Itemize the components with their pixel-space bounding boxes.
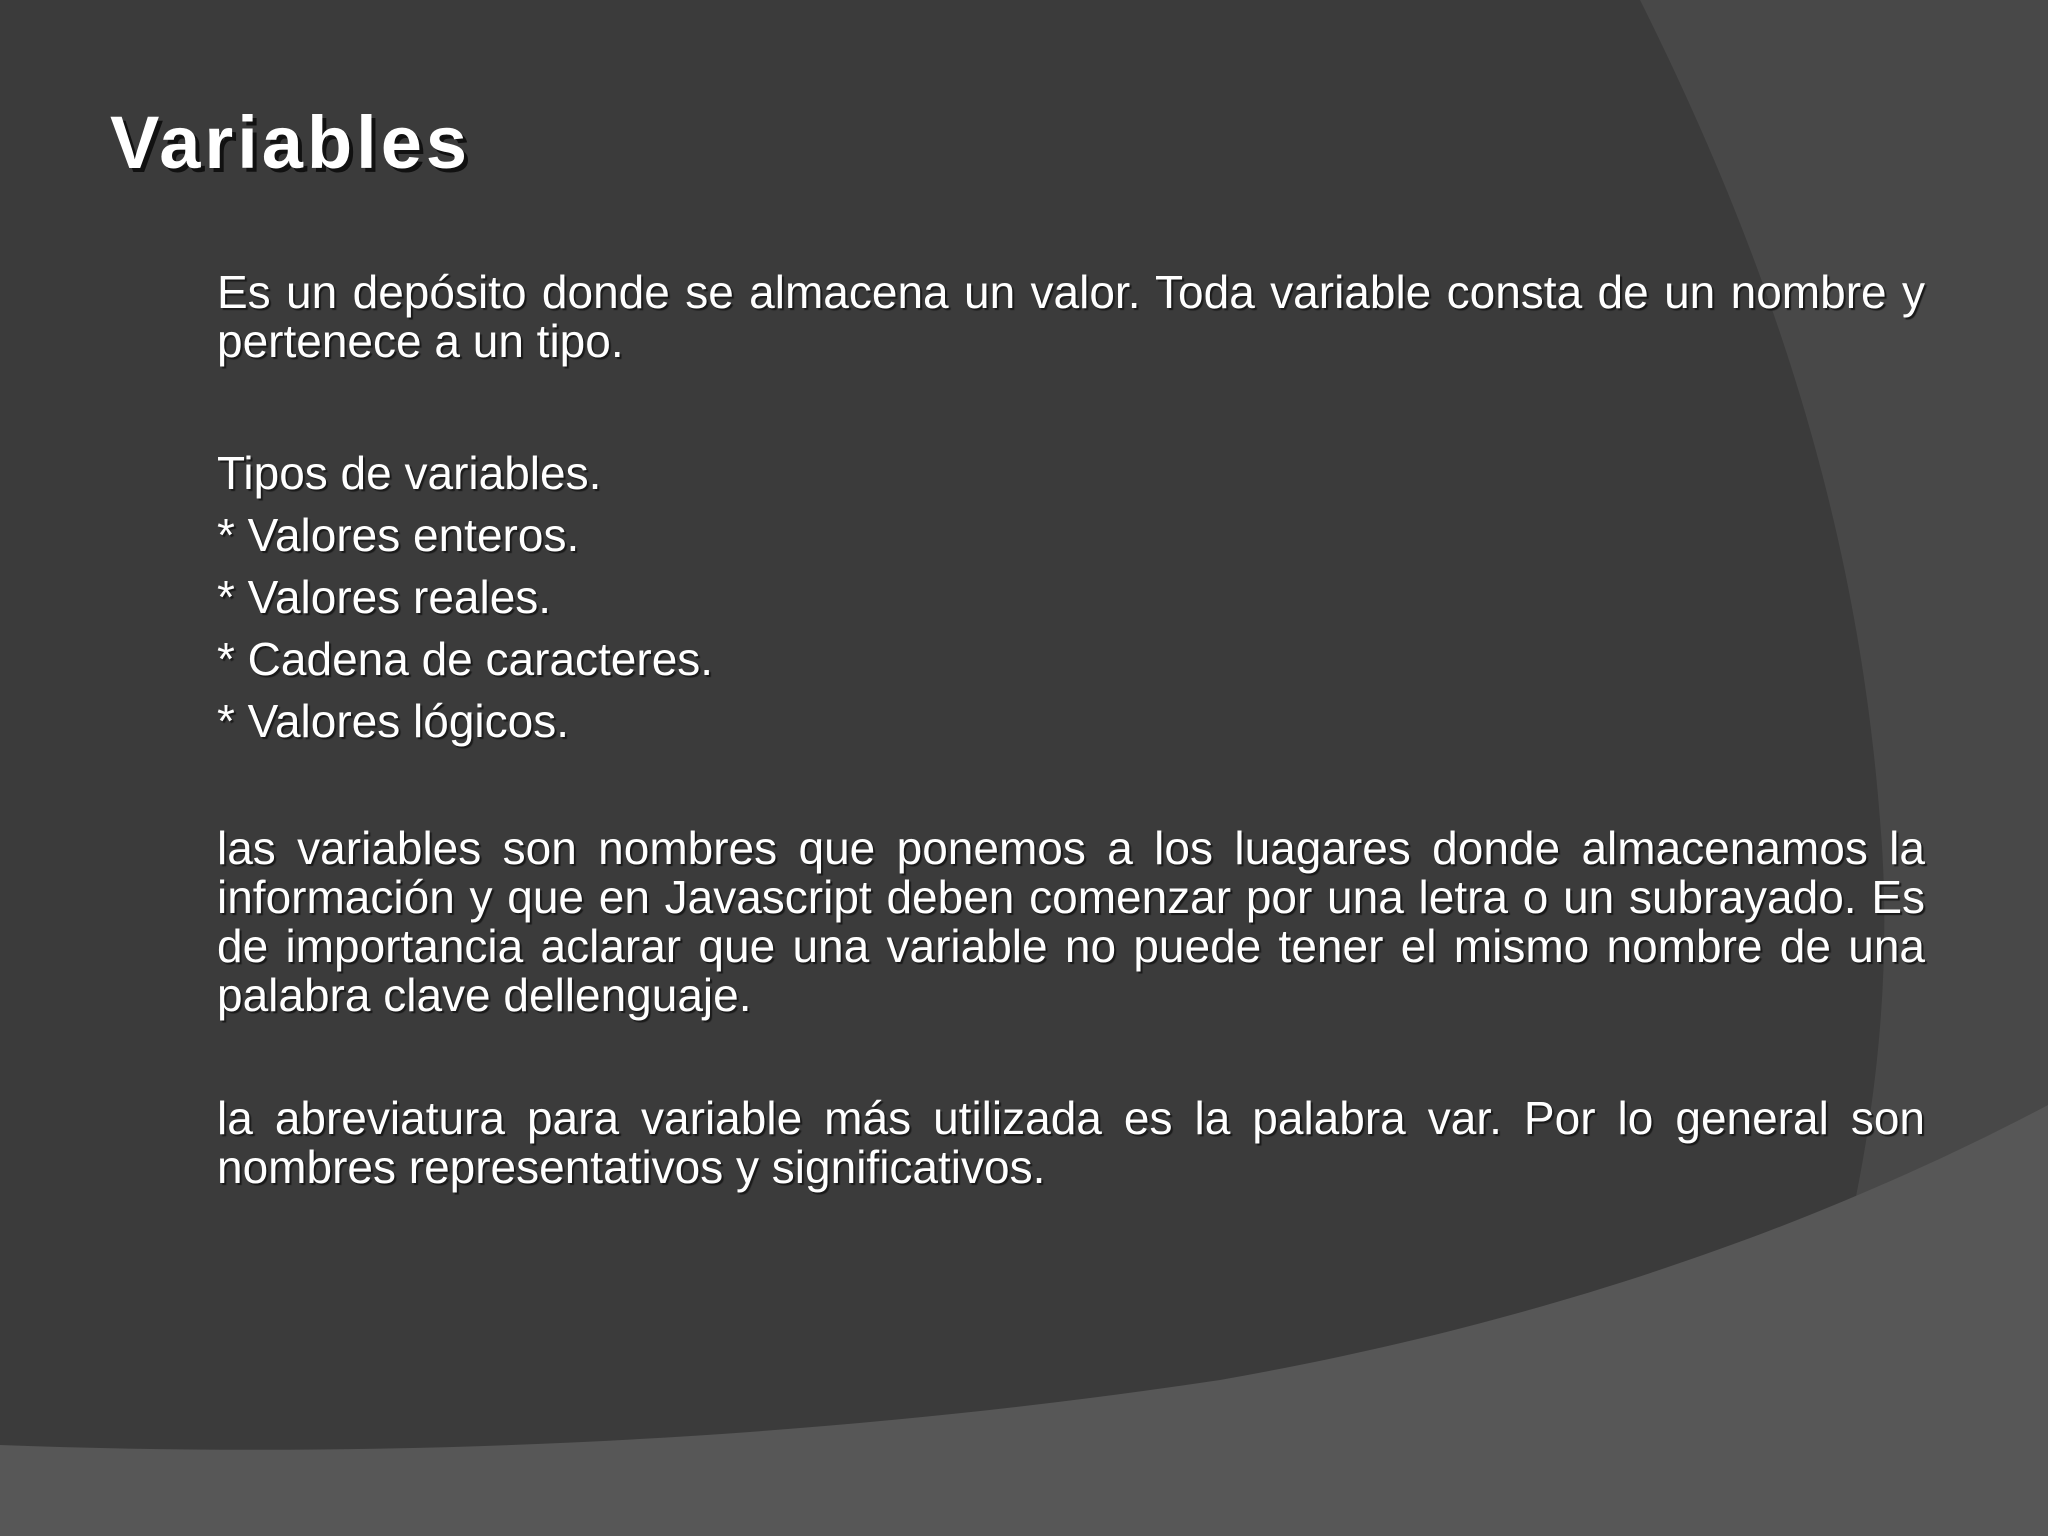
- list-item: * Valores lógicos.: [217, 695, 569, 747]
- slide-body: [217, 268, 1925, 1192]
- slide-title: Variables: [110, 101, 472, 184]
- naming-rules-paragraph: las variables son nombres que ponemos a los luagares donde almacenamos la información y que en Javascript deben comenzar por una letra o un subrayado. Es de importancia aclarar que una variable no puede tener el mismo nombre de una palabra clave dellenguaje.: [217, 822, 1925, 1021]
- definition-paragraph: Es un depósito donde se almacena un valor. Toda variable consta de un nombre y pertenece a un tipo.: [217, 266, 1925, 367]
- list-item: * Valores enteros.: [217, 509, 580, 561]
- list-item: * Cadena de caracteres.: [217, 633, 714, 685]
- abbreviation-paragraph: la abreviatura para variable más utilizada es la palabra var. Por lo general son nombres representativos y significativos.: [217, 1092, 1925, 1193]
- list-item: * Valores reales.: [217, 571, 552, 623]
- types-list: [217, 504, 1925, 752]
- types-heading: Tipos de variables.: [217, 447, 602, 499]
